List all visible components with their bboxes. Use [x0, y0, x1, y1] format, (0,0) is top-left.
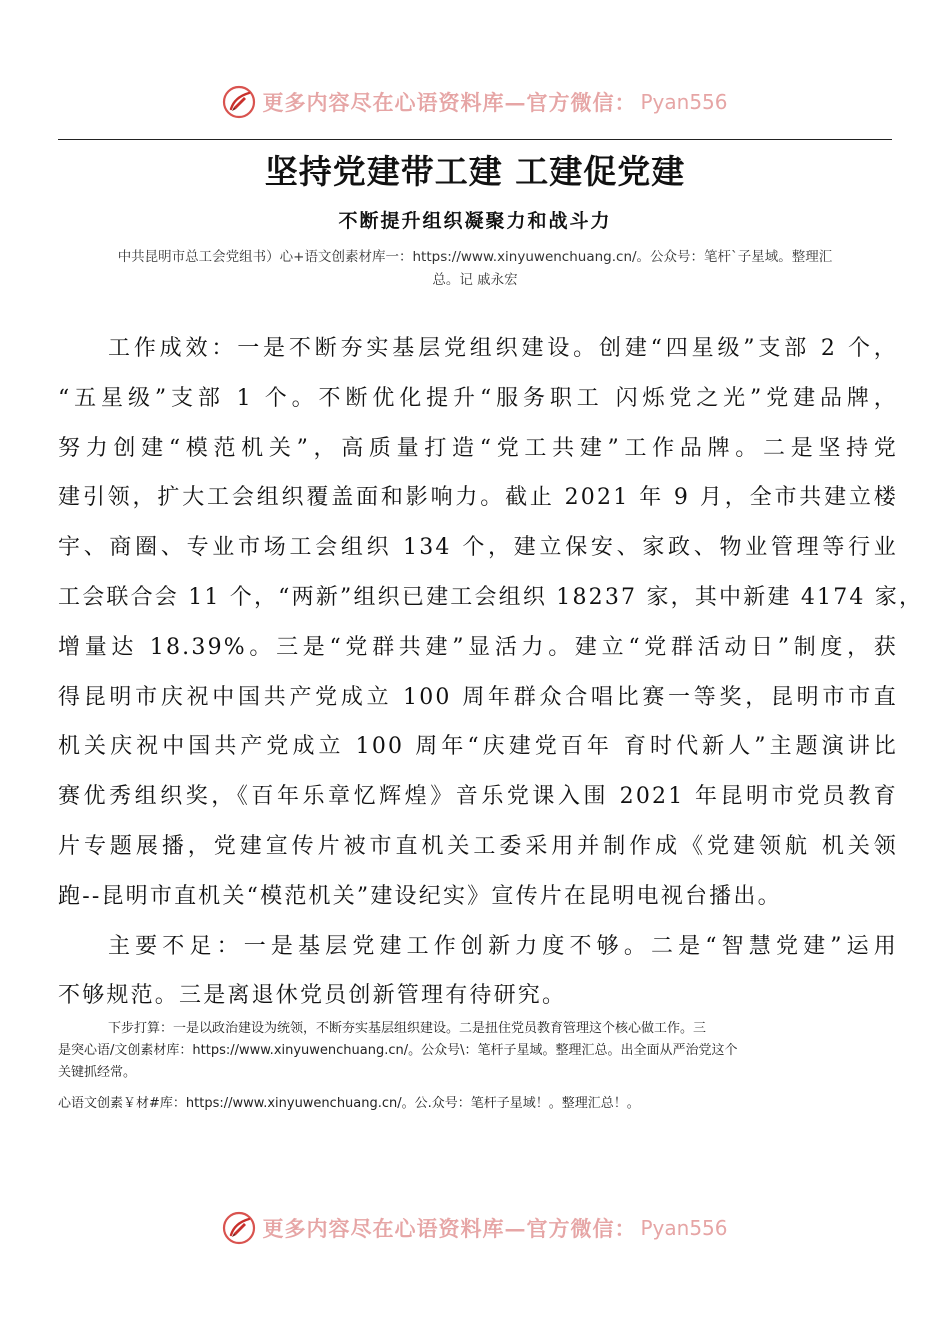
- body-line: 得昆明市庆祝中国共产党成立 100 周年群众合唱比赛一等奖，昆明市市直: [58, 684, 898, 710]
- body-line: 工作成效：一是不断夯实基层党组织建设。创建“四星级”支部 2 个，: [108, 336, 898, 361]
- note-line: 下步打算：一是以政治建设为统领，不断夯实基层组织建设。二是扭住党员教育管理这个核心做工作。三: [108, 1021, 707, 1036]
- banner-text: 更多内容尽在心语资料库—官方微信：: [262, 90, 637, 115]
- page-title: 坚持党建带工建 工建促党建: [264, 152, 686, 191]
- body-line: 建引领，扩大工会组织覆盖面和影响力。截止 2021 年 9 月，全市共建立楼: [58, 485, 898, 511]
- body-line: 不够规范。三是离退休党员创新管理有待研究。: [58, 983, 567, 1009]
- banner-text: 更多内容尽在心语资料库—官方微信：: [262, 1216, 637, 1241]
- body-line: 主要不足：一是基层党建工作创新力度不够。二是“智慧党建”运用: [108, 933, 898, 959]
- footer-note-line: 心语文创素￥材#库：https://www.xinyuwenchuang.cn/。公.众号：笔杆子星域！。整理汇总！。: [58, 1096, 640, 1111]
- body-line: 片专题展播，党建宣传片被市直机关工委采用并制作成《党建领航 机关领: [58, 833, 898, 859]
- note-line: 关键抓经常。: [58, 1065, 137, 1080]
- page-subtitle: 不断提升组织凝聚力和战斗力: [338, 210, 612, 232]
- body-line: 努力创建“模范机关”，高质量打造“党工共建”工作品牌。二是坚持党: [58, 435, 898, 461]
- body-line: 机关庆祝中国共产党成立 100 周年“庆建党百年 育时代新人”主题演讲比: [58, 734, 898, 760]
- body-line: 跑--昆明市直机关“模范机关”建设纪实》宣传片在昆明电视台播出。: [58, 883, 782, 909]
- article-body: [58, 324, 924, 1021]
- header-divider: [58, 139, 892, 140]
- next-step-note: [58, 1018, 892, 1084]
- source-line: 总。记 戚永宏: [432, 272, 518, 288]
- body-line: 工会联合会 11 个，“两新”组织已建工会组织 18237 家，其中新建 4174 家，: [58, 584, 924, 610]
- header-banner: [0, 82, 950, 122]
- pen-swirl-logo-icon: [222, 1211, 256, 1245]
- note-line: 是突心语/文创素材库：https://www.xinyuwenchuang.cn/。公众号\：笔杆子星域。整理汇总。出全面从严治党这个: [58, 1043, 738, 1058]
- footer-note: [58, 1093, 892, 1115]
- body-line: 赛优秀组织奖，《百年乐章忆辉煌》音乐党课入围 2021 年昆明市党员教育: [58, 784, 898, 810]
- body-line: 增量达 18.39%。三是“党群共建”显活力。建立“党群活动日”制度，获: [58, 634, 898, 660]
- banner-wechat-id: Pyan556: [640, 90, 728, 114]
- body-line: “五星级”支部 1 个。不断优化提升“服务职工 闪烁党之光”党建品牌，: [58, 385, 898, 411]
- source-attribution: [58, 246, 892, 292]
- source-line: 中共昆明市总工会党组书）心+语文创素材库一：https://www.xinyuwenchuang.cn/。公众号：笔杆`子星域。整理汇: [117, 249, 833, 265]
- pen-swirl-logo-icon: [222, 85, 256, 119]
- body-line: 宇、商圈、专业市场工会组织 134 个，建立保安、家政、物业管理等行业: [58, 535, 898, 561]
- footer-banner: [0, 1208, 950, 1248]
- banner-wechat-id: Pyan556: [640, 1216, 728, 1240]
